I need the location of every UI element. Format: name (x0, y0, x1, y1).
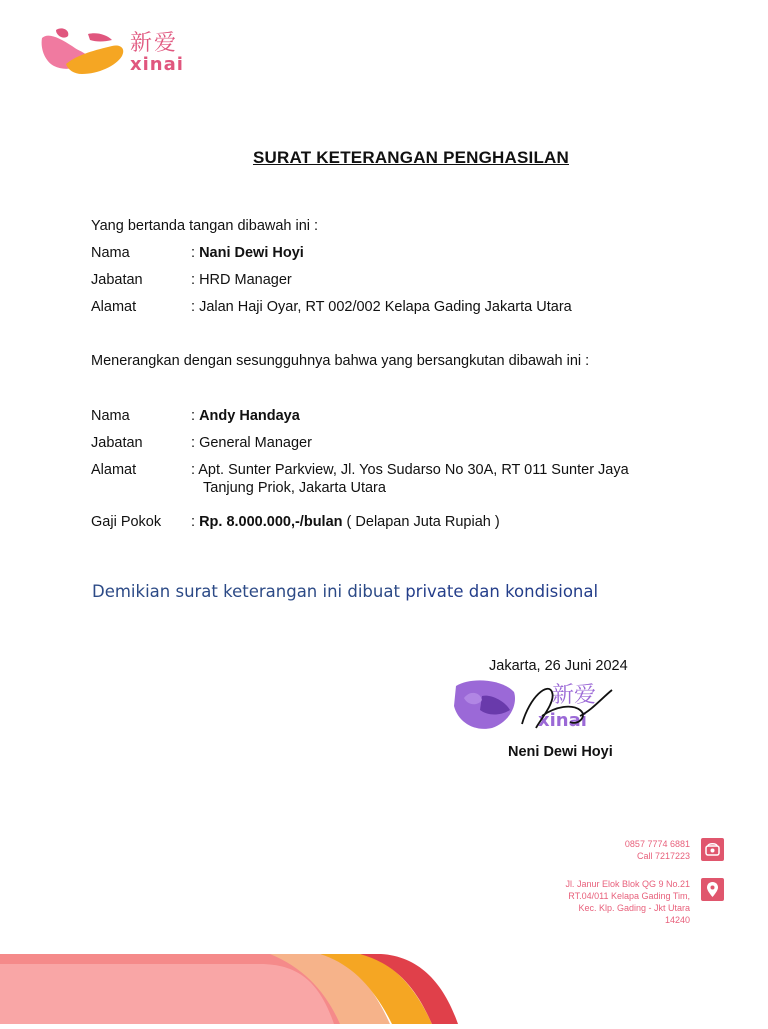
employee-position-value: General Manager (199, 435, 312, 451)
salary-words: ( Delapan Juta Rupiah ) (346, 514, 500, 530)
phone-icon (701, 838, 724, 861)
signatory-address-label: Alamat (91, 299, 137, 315)
salary: : Rp. 8.000.000,-/bulan ( Delapan Juta Rupiah ) (191, 514, 500, 530)
signer-name: Neni Dewi Hoyi (508, 744, 613, 760)
employee-name: : Andy Handaya (191, 408, 300, 424)
company-stamp (452, 676, 622, 736)
closing-statement (92, 582, 598, 601)
stamp-signature-icon (452, 676, 622, 736)
employee-address: : Apt. Sunter Parkview, Jl. Yos Sudarso No 30A, RT 011 Sunter Jaya (191, 462, 629, 478)
location-pin-icon (701, 878, 724, 901)
signatory-position-value: HRD Manager (199, 272, 292, 288)
company-logo (38, 24, 198, 80)
intro-text: Yang bertanda tangan dibawah ini : (91, 218, 319, 234)
document-title: SURAT KETERANGAN PENGHASILAN (252, 148, 570, 167)
contact-phone-block (625, 838, 690, 862)
statement-text: Menerangkan dengan sesungguhnya bahwa yang bersangkutan dibawah ini : (91, 353, 590, 369)
hands-heart-logo-icon (38, 24, 128, 76)
svg-text:新爱: 新爱 (552, 683, 597, 708)
place-date: Jakarta, 26 Juni 2024 (489, 658, 628, 674)
closing-emphasis: private dan kondisional (405, 582, 599, 601)
contact-call: Call 7217223 (636, 851, 690, 861)
employee-position-label: Jabatan (91, 435, 143, 451)
signatory-position: : HRD Manager (191, 272, 292, 288)
employee-position: : General Manager (191, 435, 312, 451)
salary-value: Rp. 8.000.000,-/bulan (199, 514, 343, 530)
svg-text:xinai: xinai (538, 710, 587, 731)
footer-wave-shape (0, 940, 768, 1024)
signatory-name-value: Nani Dewi Hoyi (199, 245, 304, 261)
signatory-position-label: Jabatan (91, 272, 143, 288)
employee-name-label: Nama (91, 408, 130, 424)
employee-address-label: Alamat (91, 462, 137, 478)
address-line: Kec. Klp. Gading - Jkt Utara (578, 903, 690, 913)
address-line: RT.04/011 Kelapa Gading Tim, (568, 891, 690, 901)
employee-name-value: Andy Handaya (199, 408, 300, 424)
signatory-address-value: Jalan Haji Oyar, RT 002/002 Kelapa Gading Jakarta Utara (199, 299, 572, 315)
salary-label: Gaji Pokok (91, 514, 162, 530)
logo-latin-text: xinai (130, 54, 184, 75)
signatory-name: : Nani Dewi Hoyi (191, 245, 304, 261)
contact-phone: 0857 7774 6881 (624, 839, 690, 849)
address-line: 14240 (664, 915, 690, 925)
contact-address-block (565, 878, 690, 926)
signatory-name-label: Nama (91, 245, 130, 261)
logo-chinese-text: 新爱 (130, 31, 179, 56)
employee-address-line2: Tanjung Priok, Jakarta Utara (203, 480, 386, 496)
signatory-address: : Jalan Haji Oyar, RT 002/002 Kelapa Gading Jakarta Utara (191, 299, 572, 315)
footer-decoration (0, 940, 768, 1024)
address-line: Jl. Janur Elok Blok QG 9 No.21 (565, 879, 690, 889)
employee-address-line1: Apt. Sunter Parkview, Jl. Yos Sudarso No 30A, RT 011 Sunter Jaya (198, 462, 629, 478)
closing-text: Demikian surat keterangan ini dibuat (92, 582, 406, 601)
